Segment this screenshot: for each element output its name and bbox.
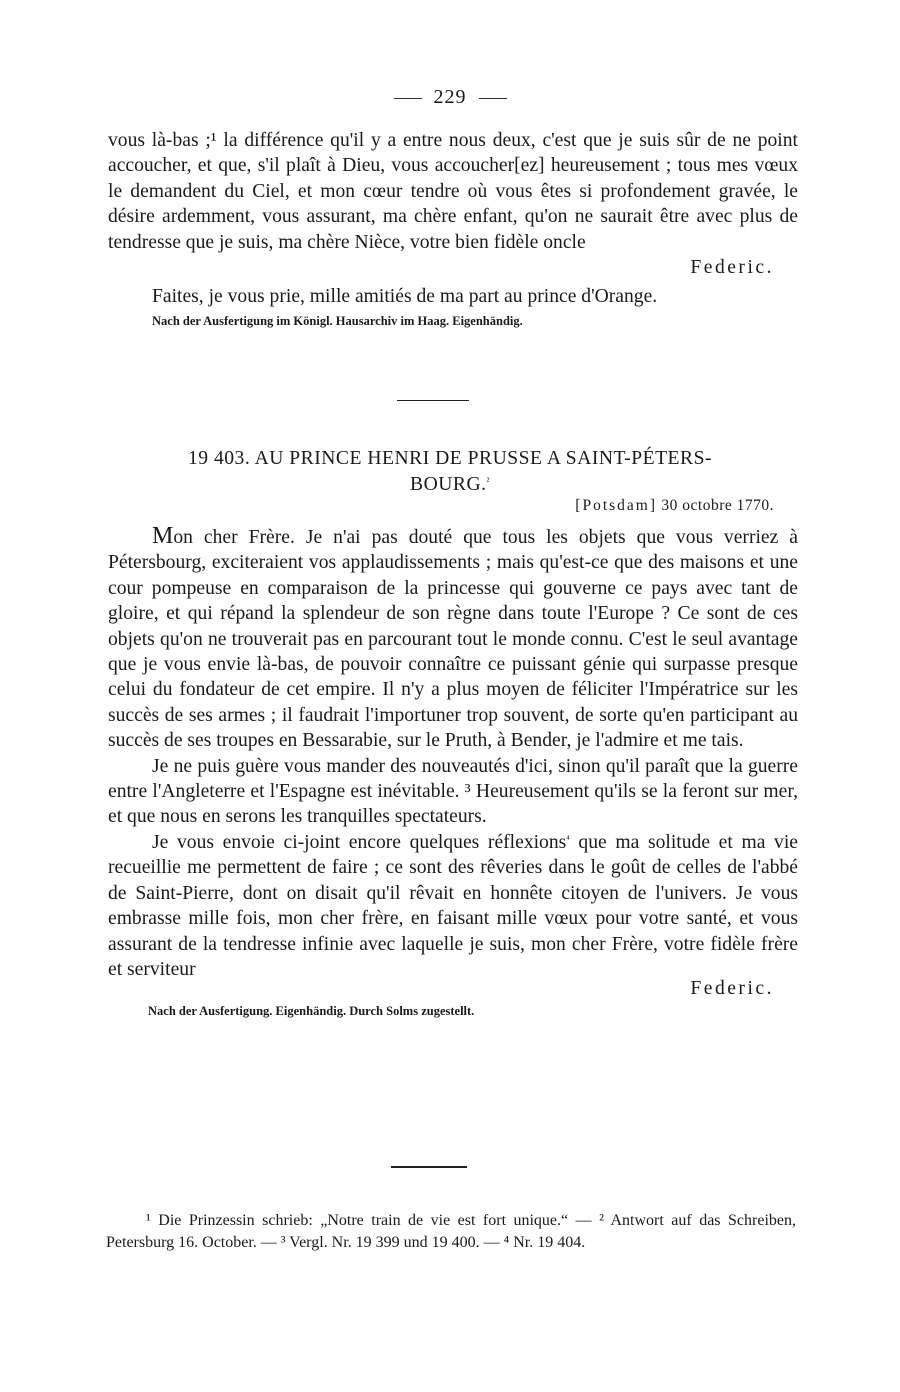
letter-body (108, 524, 798, 1020)
header-dash-right (479, 98, 507, 99)
postscript: Faites, je vous prie, mille amitiés de ma part au prince d'Orange. (152, 286, 658, 308)
letter-title-line1 (120, 446, 780, 472)
footnote-divider (391, 1166, 467, 1168)
footnote-text: ¹ Die Prinzessin schrieb: „Notre train de vie est fort unique.“ — ² Antwort auf das Schreiben, Petersburg 16. October. — ³ Vergl. Nr. 19 399 und 19 400. — ⁴ Nr. 19 404. (106, 1212, 796, 1251)
letter-paragraph-2: Je ne puis guère vous mander des nouveautés d'ici, sinon qu'il paraît que la guerre entre l'Angleterre et l'Espagne est inévitable. ³ Heureusement qu'ils se la feront sur mer, et que nous en serons les tranquilles spectateurs. (108, 755, 798, 828)
paragraph-3-text-b: que ma solitude et ma vie recueillie me permettent de faire ; ce sont des rêveries dans le goût de celles de l'abbé de Saint-Pierre, dont on disait qu'il rêvait en honnête citoyen de l'univers. Je vous embrasse mille fois, mon cher frère, en faisant mille vœux pour votre santé, et vous assurant de la tendresse infinie avec laquelle je suis, mon cher Frère, votre fidèle frère et serviteur (108, 831, 798, 980)
letter-title (120, 446, 780, 498)
footnotes (106, 1210, 796, 1253)
footnote-ref-4: ⁴ (566, 833, 570, 845)
previous-letter-text: vous là-bas ;¹ la différence qu'il y a entre nous deux, c'est que je suis sûr de ne point accoucher, et que, s'il plaît à Dieu, vous accoucher[ez] heureusement ; tous mes vœux le demandent du Ciel, et mon cœur tendre où vous êtes si profondement gravée, le désire ardemment, vous assurant, ma chère enfant, qu'on ne saurait être avec plus de tendresse que je suis, ma chère Nièce, votre bien fidèle oncle (108, 130, 798, 253)
date-place: [Potsdam] (575, 497, 658, 514)
letter-signature: Federic. (690, 978, 774, 1000)
letter-paragraph-1 (108, 524, 798, 754)
letter-heading-cont: BOURG. (410, 474, 487, 495)
letter-heading: AU PRINCE HENRI DE PRUSSE A SAINT-PÉTERS- (254, 448, 713, 469)
letter-paragraph-3 (108, 830, 798, 982)
previous-letter-ending (108, 128, 798, 330)
salutation-initial: M (152, 523, 174, 549)
page-header (0, 86, 900, 109)
section-divider (397, 400, 469, 401)
letter-number: 19 403. (187, 448, 251, 469)
letter-date (575, 497, 774, 515)
page-number: 229 (433, 86, 467, 108)
previous-letter-signature: Federic. (690, 257, 774, 279)
source-note-1: Nach der Ausfertigung im Königl. Hausarchiv im Haag. Eigenhändig. (152, 313, 523, 328)
header-dash-left (394, 98, 422, 99)
paragraph-1-text: on cher Frère. Je n'ai pas douté que tous les objets que vous verriez à Pétersbourg, exciteraient vos applaudissements ; mais qu'est-ce que des maisons et une cour pompeuse en comparaison de la princesse qui gouverne ce pays avec tant de gloire, et qui répand la splendeur de son règne dans toute l'Europe ? Ce sont de ces objets qu'on ne trouverait pas en parcourant tout le monde connu. C'est le seul avantage que je vous envie là-bas, de pouvoir connaître ce puissant génie qui surpasse presque celui du fondateur de cet empire. Il n'y a plus moyen de féliciter l'Impératrice sur les succès de ses armes ; il faudrait l'importuner trop souvent, de sorte qu'en participant au succès de ses troupes en Bessarabie, sur le Pruth, à Bender, je l'admire et me tais. (108, 527, 798, 752)
paragraph-3-text-a: Je vous envoie ci-joint encore quelques réflexions (152, 831, 567, 853)
title-footnote-ref: ² (486, 476, 490, 487)
letter-title-line2 (120, 472, 780, 498)
date-text: 30 octobre 1770. (661, 497, 774, 514)
source-note-2: Nach der Ausfertigung. Eigenhändig. Durch Solms zugestellt. (148, 1003, 475, 1018)
